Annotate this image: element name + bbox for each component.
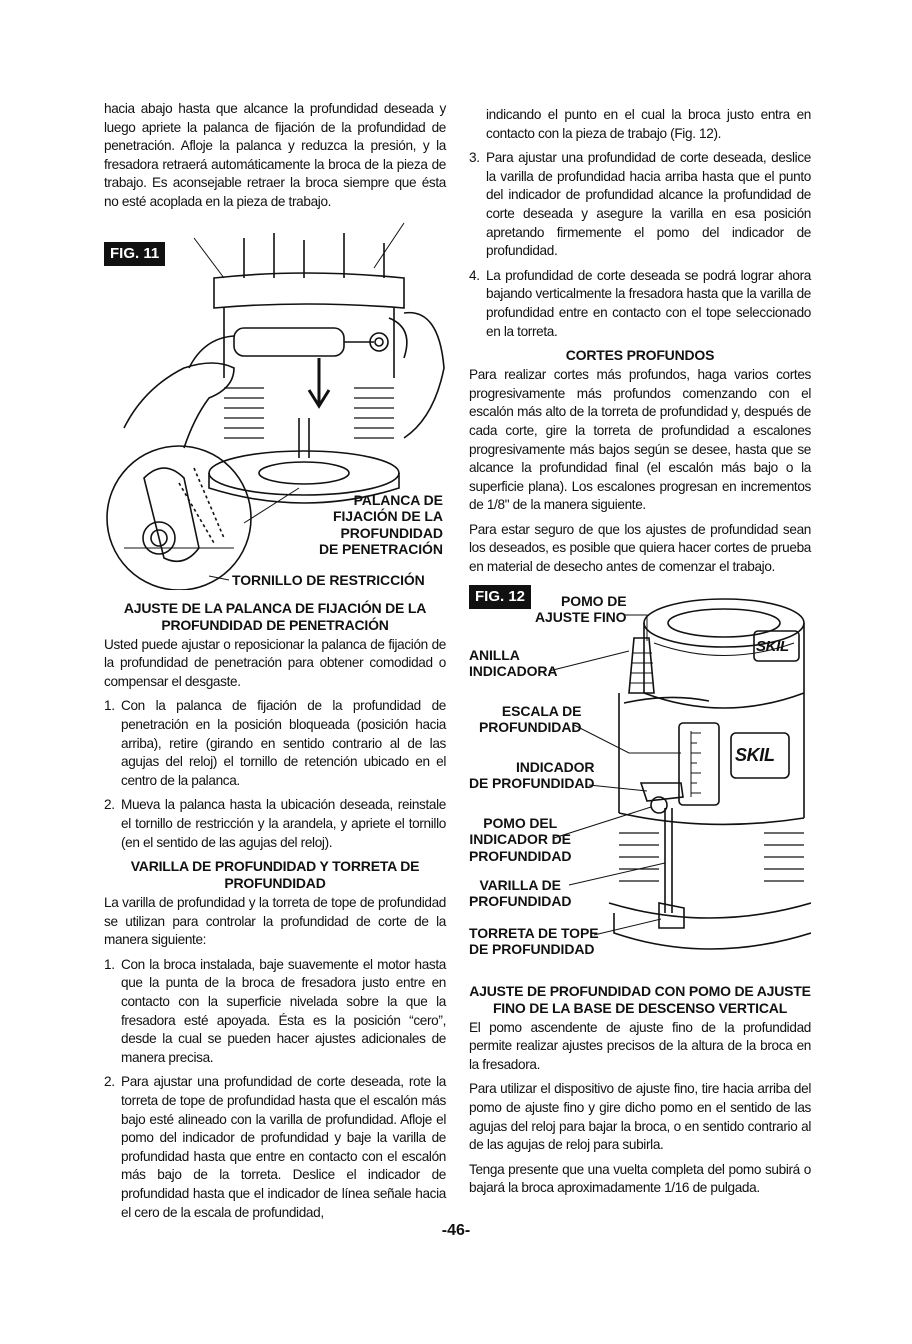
figure-11-tag: FIG. 11 <box>104 242 165 266</box>
section-heading-deep-cuts: CORTES PROFUNDOS <box>565 347 715 364</box>
figure-12 <box>469 583 811 973</box>
list-item: 2. Mueva la palanca hasta la ubicación deseada, reinstale el tornillo de restricción y la arandela, y apriete el tornillo (en el sentido de las agujas del reloj). <box>104 797 446 850</box>
label-depth-indicator: INDICADOR DE PROFUNDIDAD <box>469 758 595 792</box>
section-heading-depth-rod: VARILLA DE PROFUNDIDAD Y TORRETA DE PROFUNDIDAD <box>130 858 420 892</box>
brand-logo-side: SKIL <box>735 744 775 765</box>
figure-11 <box>104 218 446 590</box>
lever-adjustment-steps <box>104 697 446 852</box>
list-item: 3. Para ajustar una profundidad de corte deseada, deslice la varilla de profundidad hacia arriba hasta que el punto del indicador de profundidad alcance la profundidad de corte deseada y asegure la varilla en esa posición apretando firmemente el pomo del indicador de profundidad. <box>469 150 811 259</box>
intro-paragraph: hacia abajo hasta que alcance la profundidad deseada y luego apriete la palanca de fijación de la profundidad de penetración. Afloje la palanca y reduzca la presión, y la fresadora retraerá automáticamente la broca de la pieza de trabajo. Es aconsejable retraer la broca siempre que ésta no esté acoplada en la pieza de trabajo. <box>104 101 446 209</box>
deep-cuts-paragraph-1: Para realizar cortes más profundos, haga varios cortes progresivamente más profundos comenzando con el escalón más alto de la torreta de profundidad y, después de cada corte, gire la torreta de profundidad a escalones progresivamente más bajos según se desee, hasta que se alcance la profundidad final (el escalón más bajo o la superficie plana). Los escalones progresan en incrementos de 1/8" de la manera siguiente. <box>469 367 811 513</box>
label-depth-stop-turret: TORRETA DE TOPE DE PROFUNDIDAD <box>469 924 599 958</box>
depth-rod-steps <box>104 956 446 1222</box>
label-depth-scale: ESCALA DE PROFUNDIDAD <box>479 702 582 736</box>
deep-cuts-paragraph-2: Para estar seguro de que los ajustes de profundidad sean los deseados, es posible que quiera hacer cortes de prueba en material de desecho antes de comenzar el trabajo. <box>469 521 811 575</box>
depth-rod-steps-continued <box>469 149 811 341</box>
label-depth-indicator-knob: POMO DEL INDICADOR DE PROFUNDIDAD <box>469 814 572 864</box>
fine-adjust-paragraph-2: Para utilizar el dispositivo de ajuste fino, tire hacia arriba del pomo de ajuste fino y gire dicho pomo en el sentido de las agujas del reloj para bajar la broca, o en sentido contrario al de las agujas de reloj para subirla. <box>469 1081 811 1153</box>
fine-adjust-paragraph-1: El pomo ascendente de ajuste fino de la profundidad permite realizar ajustes precisos de la altura de la broca en la fresadora. <box>469 1019 811 1072</box>
brand-logo-top: SKIL <box>756 637 789 655</box>
fine-adjust-paragraph-3: Tenga presente que una vuelta completa del pomo subirá o bajará la broca aproximadamente 1/16 de pulgada. <box>469 1161 811 1196</box>
list-item: 2. Para ajustar una profundidad de corte deseada, rote la torreta de tope de profundidad hasta que el escalón más bajo esté alineado con la varilla de profundidad. Afloje el pomo del indicador de profundidad y baje la varilla de profundidad hasta que entre en contacto con el escalón más bajo de la torreta. Deslice el indicador de profundidad hasta que el indicador de línea señale hacia el cero de la escala de profundidad, <box>104 1074 446 1220</box>
continuation-paragraph: indicando el punto en el cual la broca justo entra en contacto con la pieza de trabajo (Fig. 12). <box>486 107 811 141</box>
list-item: 4. La profundidad de corte deseada se podrá lograr ahora bajando verticalmente la fresadora hasta que la varilla de profundidad entre en contacto con el tope seleccionado en la torreta. <box>469 267 811 339</box>
label-depth-rod: VARILLA DE PROFUNDIDAD <box>469 876 572 910</box>
list-item: 1. Con la palanca de fijación de la profundidad de penetración en la posición bloqueada (posición hacia arriba), retire (girando en sentido contrario al de las agujas del reloj) el tornillo de retención ubicado en el centro de la palanca. <box>104 698 446 788</box>
right-column <box>469 106 811 1204</box>
list-item: 1. Con la broca instalada, baje suavemente el motor hasta que la punta de la broca de fresadora justo entre en contacto con la superficie nivelada sobre la que la fresadora esté apoyada. Ésta es la posición “cero”, desde la cual se pueden hacer ajustes adicionales de manera precisa. <box>104 956 446 1065</box>
label-restriction-screw: TORNILLO DE RESTRICCIÓN <box>232 571 425 588</box>
label-indicator-ring: ANILLA INDICADORA <box>469 646 558 680</box>
figure-12-tag: FIG. 12 <box>469 585 531 609</box>
section-heading-fine-adjust: AJUSTE DE PROFUNDIDAD CON POMO DE AJUSTE FINO DE LA BASE DE DESCENSO VERTICAL <box>469 982 811 1016</box>
label-depth-lock-lever: PALANCA DE FIJACIÓN DE LA PROFUNDIDAD DE PENETRACIÓN <box>319 491 443 558</box>
left-column <box>104 100 446 1228</box>
section-intro-depth-rod: La varilla de profundidad y la torreta de tope de profundidad se utilizan para controlar la profundidad de corte de la manera siguiente: <box>104 895 446 948</box>
section-heading-lever-adjustment: AJUSTE DE LA PALANCA DE FIJACIÓN DE LA PROFUNDIDAD DE PENETRACIÓN <box>123 599 427 633</box>
label-fine-adjust-knob: POMO DE AJUSTE FINO <box>535 592 627 626</box>
section-intro-lever-adjustment: Usted puede ajustar o reposicionar la palanca de fijación de la profundidad de penetración para obtener comodidad o compensar el desgaste. <box>104 636 446 689</box>
page-number: -46- <box>441 1222 471 1239</box>
